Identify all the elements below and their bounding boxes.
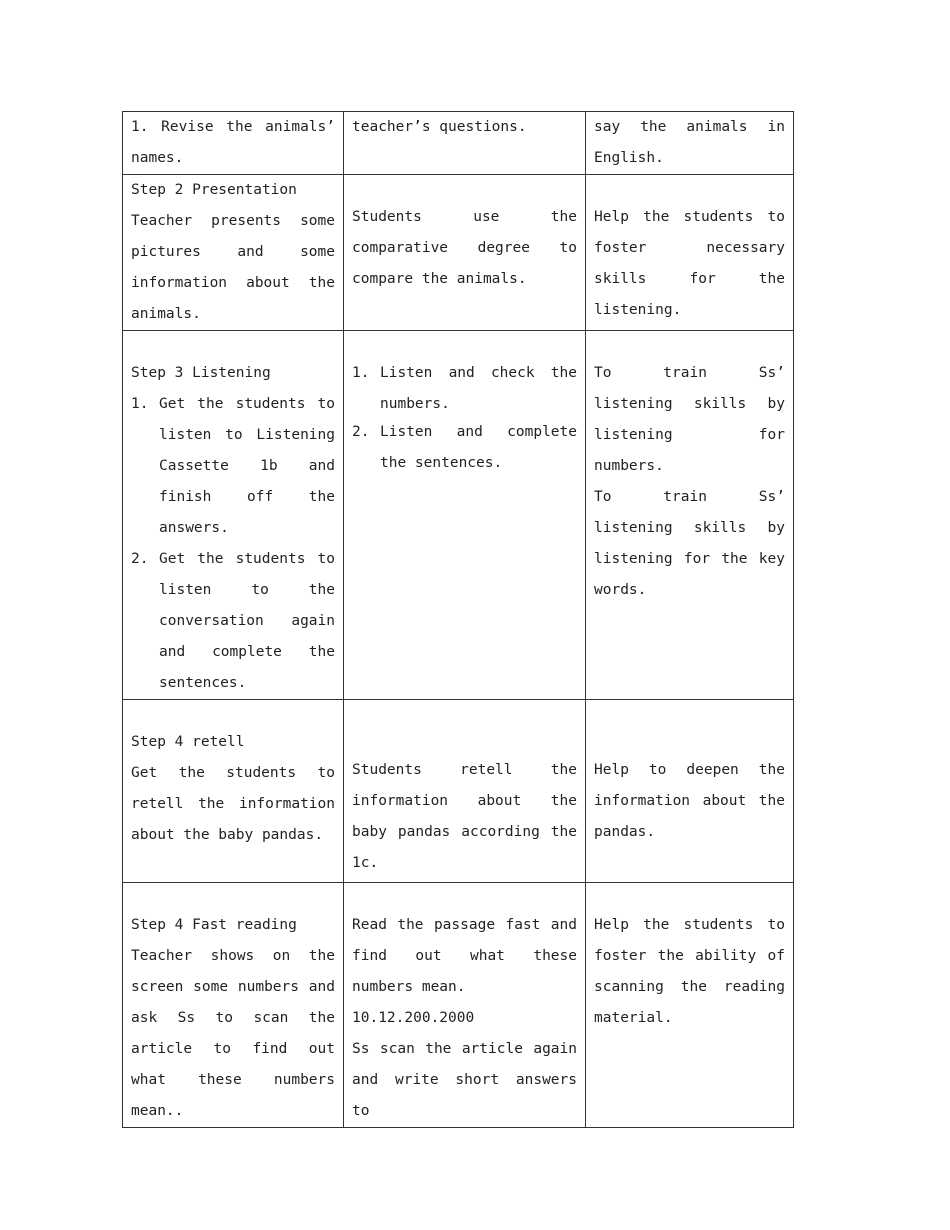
activity-text: Students retell the information about the baby pandas according the 1c. <box>352 762 577 871</box>
purpose-cell <box>586 112 794 175</box>
table-row <box>123 700 794 883</box>
list-item <box>352 358 577 420</box>
table-row <box>123 175 794 331</box>
procedure-text: Teacher presents some pictures and some information about the animals. <box>131 213 335 322</box>
lesson-plan-table <box>122 111 794 1128</box>
step-title: Step 4 Fast reading <box>131 917 297 933</box>
activity-cell <box>344 175 586 331</box>
list-number: 1. <box>131 396 149 412</box>
list-text: Get the students to listen to Listening Cassette 1b and finish off the answers. <box>159 396 335 536</box>
list-text: Get the students to listen to the conversation again and complete the sentences. <box>159 551 335 691</box>
purpose-text: Help to deepen the information about the pandas. <box>594 762 785 840</box>
table-row <box>123 112 794 175</box>
procedure-text: Get the students to retell the information about the baby pandas. <box>131 765 335 843</box>
activity-cell <box>344 331 586 700</box>
purpose-text: say the animals in English. <box>594 119 785 166</box>
list-number: 1. <box>352 365 370 381</box>
list-text: Listen and complete the sentences. <box>380 424 577 471</box>
activity-text: teacher’s questions. <box>352 119 527 135</box>
list-item <box>352 417 577 479</box>
step-title: Step 4 retell <box>131 734 245 750</box>
procedure-cell <box>123 700 344 883</box>
list-item <box>131 389 335 544</box>
procedure-cell <box>123 112 344 175</box>
activity-text: Students use the comparative degree to compare the animals. <box>352 209 577 287</box>
activity-cell <box>344 112 586 175</box>
purpose-text: To train Ss’ listening skills by listening for numbers. <box>594 365 785 474</box>
procedure-cell <box>123 175 344 331</box>
purpose-text: Help the students to foster necessary skills for the listening. <box>594 209 785 318</box>
activity-text: Ss scan the article again and write short answers to <box>352 1041 577 1119</box>
procedure-text: 1. Revise the animals’ names. <box>131 119 335 166</box>
purpose-cell <box>586 700 794 883</box>
procedure-cell <box>123 883 344 1128</box>
purpose-text: Help the students to foster the ability of scanning the reading material. <box>594 917 785 1026</box>
step-title: Step 2 Presentation <box>131 182 297 198</box>
procedure-text: Teacher shows on the screen some numbers and ask Ss to scan the article to find out what these numbers mean.. <box>131 948 335 1119</box>
activity-cell <box>344 883 586 1128</box>
purpose-text: To train Ss’ listening skills by listening for the key words. <box>594 489 785 598</box>
list-item <box>131 544 335 699</box>
step-title: Step 3 Listening <box>131 365 271 381</box>
list-number: 2. <box>131 551 149 567</box>
table-row <box>123 883 794 1128</box>
activity-cell <box>344 700 586 883</box>
procedure-cell <box>123 331 344 700</box>
table-row <box>123 331 794 700</box>
purpose-cell <box>586 331 794 700</box>
activity-text: Read the passage fast and find out what these numbers mean. <box>352 917 577 995</box>
activity-numbers: 10.12.200.2000 <box>352 1010 475 1026</box>
list-number: 2. <box>352 424 370 440</box>
purpose-cell <box>586 883 794 1128</box>
purpose-cell <box>586 175 794 331</box>
list-text: Listen and check the numbers. <box>380 365 577 412</box>
